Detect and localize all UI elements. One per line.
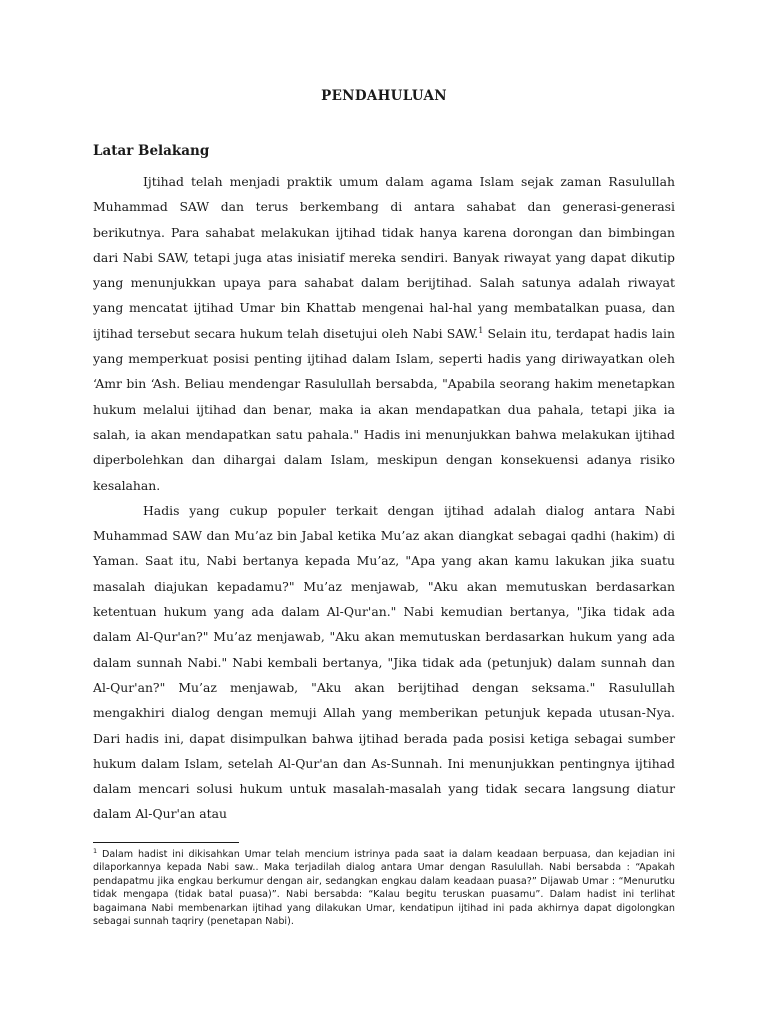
paragraph-1-part-1: Ijtihad telah menjadi praktik umum dalam agama Islam sejak zaman Rasulullah Muhammad SAW dan terus berkembang di antara sahabat dan generasi-generasi berikutnya. Para sahabat melakukan ijtihad tidak hanya karena dorongan dan bimbingan dari Nabi SAW, tetapi juga atas inisiatif mereka sendiri. Banyak riwayat yang dapat dikutip yang menunjukkan upaya para sahabat dalam berijtihad. Salah satunya adalah riwayat yang mencatat ijtihad Umar bin Khattab mengenai hal-hal yang membatalkan puasa, dan ijtihad tersebut secara hukum telah disetujui oleh Nabi SAW.	[93, 174, 675, 341]
footnote-divider	[93, 842, 239, 843]
footnote-reference[interactable]: 1	[478, 325, 484, 335]
paragraph-1	[93, 169, 675, 498]
footnote-number: 1	[93, 846, 98, 855]
body-text	[93, 169, 675, 827]
paragraph-1-part-2: Selain itu, terdapat hadis lain yang memperkuat posisi penting ijtihad dalam Islam, seperti hadis yang diriwayatkan oleh ‘Amr bin ‘Ash. Beliau mendengar Rasulullah bersabda, "Apabila seorang hakim menetapkan hukum melalui ijtihad dan benar, maka ia akan mendapatkan dua pahala, tetapi jika ia salah, ia akan mendapatkan satu pahala." Hadis ini menunjukkan bahwa melakukan ijtihad diperbolehkan dan dihargai dalam Islam, meskipun dengan konsekuensi adanya risiko kesalahan.	[93, 325, 675, 493]
section-heading: Latar Belakang	[93, 143, 210, 159]
paragraph-2: Hadis yang cukup populer terkait dengan ijtihad adalah dialog antara Nabi Muhammad SAW dan Mu’az bin Jabal ketika Mu’az akan diangkat sebagai qadhi (hakim) di Yaman. Saat itu, Nabi bertanya kepada Mu’az, "Apa yang akan kamu lakukan jika suatu masalah diajukan kepadamu?" Mu’az menjawab, "Aku akan memutuskan berdasarkan ketentuan hukum yang ada dalam Al-Qur'an." Nabi kemudian bertanya, "Jika tidak ada dalam Al-Qur'an?" Mu’az menjawab, "Aku akan memutuskan berdasarkan hukum yang ada dalam sunnah Nabi." Nabi kembali bertanya, "Jika tidak ada (petunjuk) dalam sunnah dan Al-Qur'an?" Mu’az menjawab, "Aku akan berijtihad dengan seksama." Rasulullah mengakhiri dialog dengan memuji Allah yang memberikan petunjuk kepada utusan-Nya. Dari hadis ini, dapat disimpulkan bahwa ijtihad berada pada posisi ketiga sebagai sumber hukum dalam Islam, setelah Al-Qur'an dan As-Sunnah. Ini menunjukkan pentingnya ijtihad dalam mencari solusi hukum untuk masalah-masalah yang tidak secara langsung diatur dalam Al-Qur'an atau	[93, 502, 675, 822]
footnote	[93, 848, 675, 928]
footnote-text: Dalam hadist ini dikisahkan Umar telah mencium istrinya pada saat ia dalam keadaan berpuasa, dan kejadian ini dilaporkannya kepada Nabi saw.. Maka terjadilah dialog antara Umar dengan Rasulullah. Nabi bersabda : “Apakah pendapatmu jika engkau berkumur dengan air, sedangkan engkau dalam keadaan puasa?” Dijawab Umar : “Menurutku tidak mengapa (tidak batal puasa)”. Nabi bersabda: “Kalau begitu teruskan puasamu”. Dalam hadist ini terlihat bagaimana Nabi membenarkan ijtihad yang dilakukan Umar, kendatipun ijtihad ini pada akhirnya dapat digolongkan sebagai sunnah taqriry (penetapan Nabi).	[93, 849, 675, 928]
page-title: PENDAHULUAN	[321, 88, 447, 104]
